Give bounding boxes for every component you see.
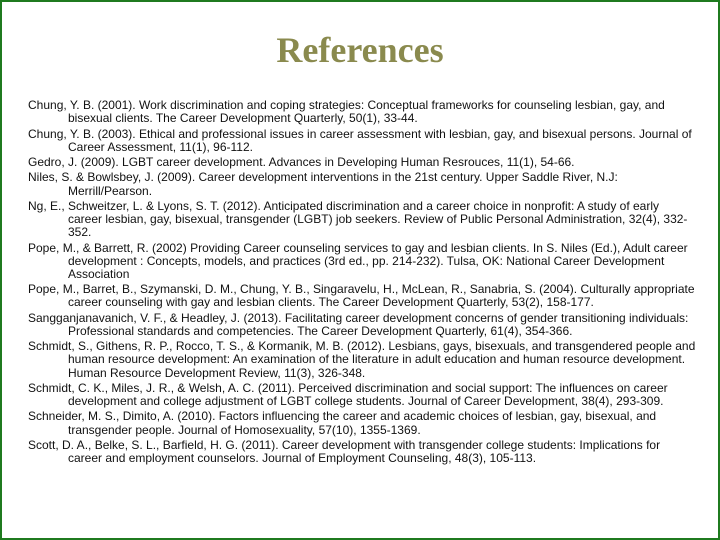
reference-list [28,99,696,467]
slide-title: References [276,30,444,70]
reference-item: Chung, Y. B. (2003). Ethical and professional issues in career assessment with lesbian, gay, and bisexual persons. Journal of Career Assessment, 11(1), 96-112. [28,126,692,154]
reference-item: Scott, D. A., Belke, S. L., Barfield, H. G. (2011). Career development with transgender college students: Implications for career and employment counselors. Journal of Employment Counseling, 48(3), 105-113. [28,437,661,466]
reference-item: Schmidt, C. K., Miles, J. R., & Welsh, A. C. (2011). Perceived discrimination and social support: The influences on career development and college adjustment of LGBT college students. Journal of Career Development, 38(4), 293-309. [28,380,668,409]
reference-item: Chung, Y. B. (2001). Work discrimination and coping strategies: Conceptual frameworks for counseling lesbian, gay, and bisexual clients. The Career Development Quarterly, 50(1), 33-44. [28,98,665,126]
reference-item: Gedro, J. (2009). LGBT career development. Advances in Developing Human Resrouces, 11(1), 54-66. [28,155,575,169]
reference-item: Ng, E., Schweitzer, L. & Lyons, S. T. (2012). Anticipated discrimination and a career choice in nonprofit: A study of early career lesbian, gay, bisexual, transgender (LGBT) job seekers. Review of Public Personal Administration, 32(4), 332-352. [28,198,688,240]
reference-item: Niles, S. & Bowlsbey, J. (2009). Career development interventions in the 21st century. Upper Saddle River, N.J: Merrill/Pearson. [28,170,618,198]
reference-item: Sangganjanavanich, V. F., & Headley, J. (2013). Facilitating career development concerns of gender transitioning individuals: Professional standards and competencies. The Career Development Quarterly, 61(4), 354-366. [28,310,689,338]
reference-item: Schmidt, S., Githens, R. P., Rocco, T. S., & Kormanik, M. B. (2012). Lesbians, gays, bisexuals, and transgendered people and human resource development: An examination of the literature in adult education and human resource development. Human Resource Development Review, 11(3), 326-348. [28,339,696,380]
reference-item: Pope, M., & Barrett, R. (2002) Providing Career counseling services to gay and lesbian clients. In S. Niles (Ed.), Adult career development : Concepts, models, and practices (3rd ed., pp. 214-232). Tulsa, OK: National Career Development Association [28,240,688,281]
reference-item: Pope, M., Barret, B., Szymanski, D. M., Chung, Y. B., Singaravelu, H., McLean, R., Sanabria, S. (2004). Culturally appropriate career counseling with gay and lesbian clients. The Career Development Quarterly, 53(2), 158-177. [28,282,695,310]
reference-item: Schneider, M. S., Dimito, A. (2010). Factors influencing the career and academic choices of lesbian, gay, bisexual, and transgender people. Journal of Homosexuality, 57(10), 1355-1369. [28,409,657,437]
